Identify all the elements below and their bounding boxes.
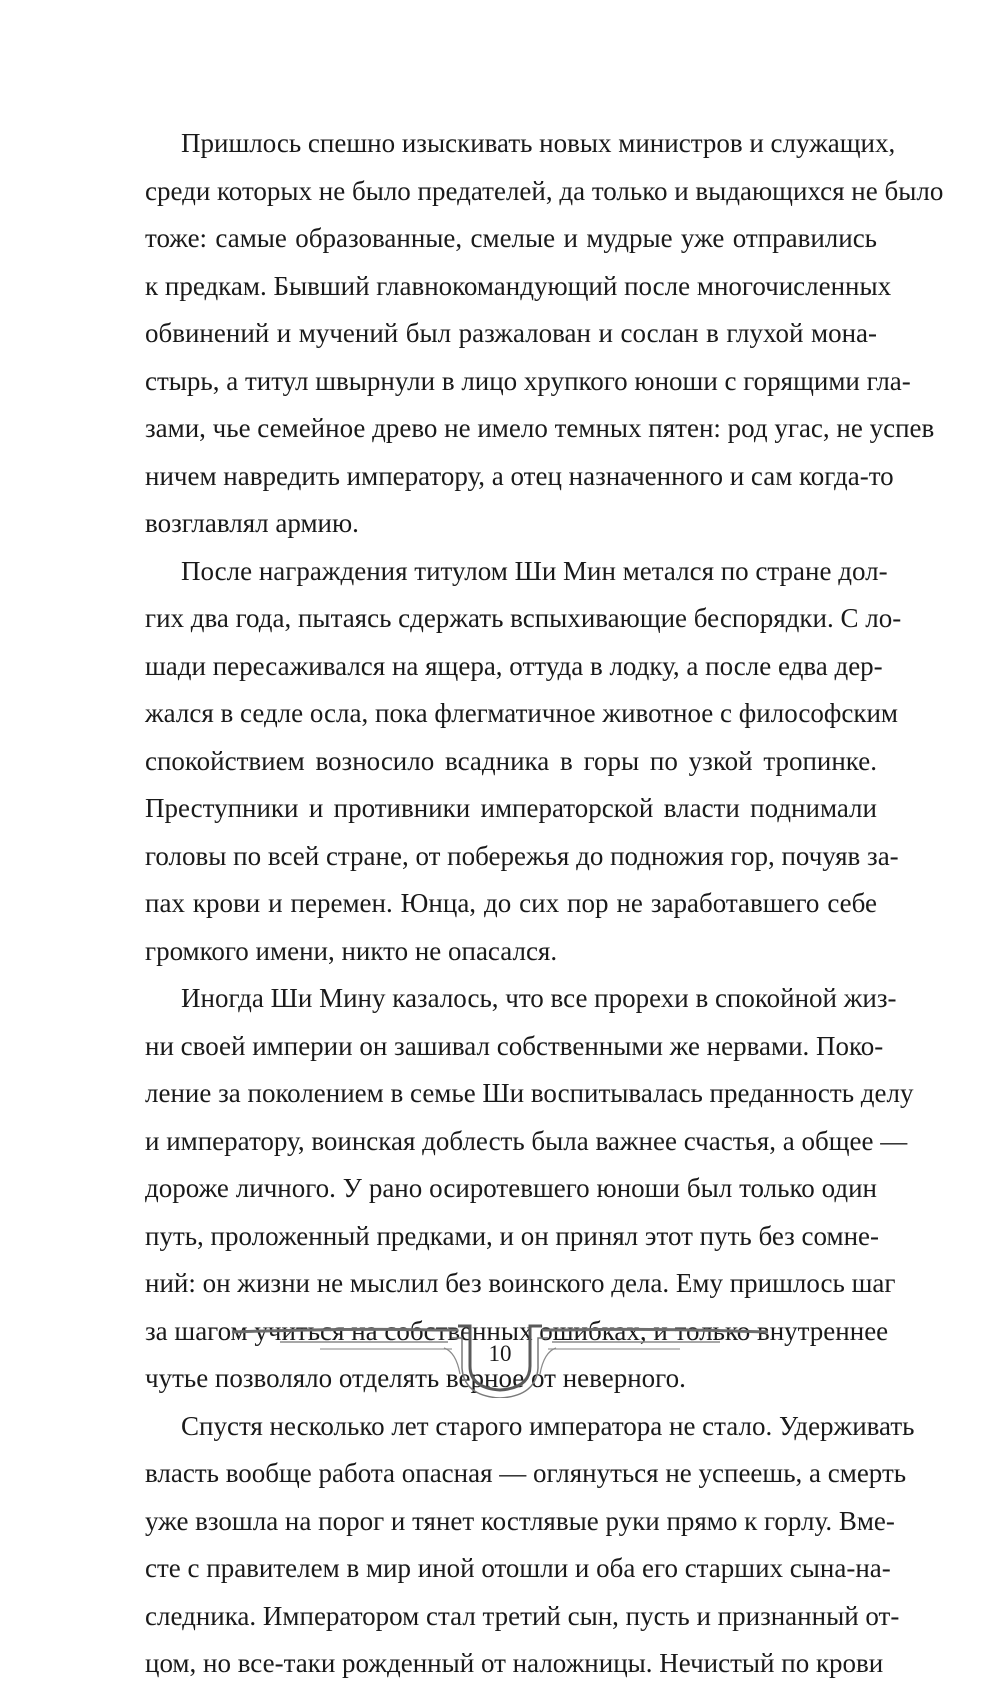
text-line: ний: он жизни не мыслил без воинского дела. Ему пришлось шаг bbox=[145, 1268, 896, 1298]
text-line: громкого имени, никто не опасался. bbox=[145, 935, 558, 966]
paragraph-1 bbox=[145, 120, 944, 548]
page-body bbox=[145, 120, 944, 1688]
text-line: обвинений и мучений был разжалован и сослан в глухой мона- bbox=[145, 318, 877, 348]
text-line: гих два года, пытаясь сдержать вспыхивающие беспорядки. С ло- bbox=[145, 603, 902, 633]
page-footer bbox=[230, 1318, 770, 1398]
text-line: тоже: самые образованные, смелые и мудрые уже отправились bbox=[145, 223, 877, 253]
text-line: власть вообще работа опасная — оглянуться не успеешь, а смерть bbox=[145, 1458, 907, 1488]
text-line: ни своей империи он зашивал собственными же нервами. Поко- bbox=[145, 1030, 884, 1061]
text-line: Спустя несколько лет старого императора не стало. Удерживать bbox=[181, 1410, 915, 1441]
text-line: путь, проложенный предками, и он принял этот путь без сомне- bbox=[145, 1220, 880, 1251]
text-line: и императору, воинская доблесть была важнее счастья, а общее — bbox=[145, 1125, 908, 1156]
paragraph-4 bbox=[145, 1403, 915, 1688]
text-line: жался в седле осла, пока флегматичное животное с философским bbox=[145, 698, 898, 728]
text-line: сте с правителем в мир иной отошли и оба его старших сына-на- bbox=[145, 1553, 891, 1583]
text-line: среди которых не было предателей, да только и выдающихся не было bbox=[145, 175, 944, 206]
paragraph-2 bbox=[145, 548, 902, 976]
text-line: Преступники и противники императорской власти поднимали bbox=[145, 793, 877, 823]
text-line: спокойствием возносило всадника в горы по узкой тропинке. bbox=[145, 745, 877, 776]
text-line: следника. Императором стал третий сын, пусть и признанный от- bbox=[145, 1600, 900, 1631]
text-line: стырь, а титул швырнули в лицо хрупкого юноши с горящими гла- bbox=[145, 365, 911, 396]
text-line: шади пересаживался на ящера, оттуда в лодку, а после едва дер- bbox=[145, 650, 883, 681]
page-number: 10 bbox=[488, 1341, 512, 1366]
text-line: уже взошла на порог и тянет костлявые руки прямо к горлу. Вме- bbox=[145, 1505, 895, 1536]
text-line: ничем навредить императору, а отец назначенного и сам когда-то bbox=[145, 460, 894, 491]
text-line: пах крови и перемен. Юнца, до сих пор не заработавшего себе bbox=[145, 888, 877, 918]
text-line: за шагом учиться на собственных ошибках, и только внутреннее bbox=[145, 1315, 889, 1346]
text-line: Пришлось спешно изыскивать новых министров и служащих, bbox=[181, 128, 896, 158]
text-line: После награждения титулом Ши Мин метался по стране дол- bbox=[181, 555, 888, 586]
text-line: зами, чье семейное древо не имело темных пятен: род угас, не успев bbox=[145, 413, 935, 443]
text-line: головы по всей стране, от побережья до подножия гор, почуяв за- bbox=[145, 840, 899, 871]
text-line: ление за поколением в семье Ши воспитывалась преданность делу bbox=[145, 1078, 914, 1108]
text-line: дороже личного. У рано осиротевшего юноши был только один bbox=[145, 1173, 877, 1203]
text-line: чутье позволяло отделять верное от неверного. bbox=[145, 1363, 686, 1393]
text-line: возглавлял армию. bbox=[145, 508, 359, 538]
text-line: цом, но все-таки рожденный от наложницы. Нечистый по крови bbox=[145, 1648, 884, 1678]
text-line: Иногда Ши Мину казалось, что все прорехи в спокойной жиз- bbox=[181, 983, 897, 1013]
text-line: к предкам. Бывший главнокомандующий после многочисленных bbox=[145, 270, 892, 301]
